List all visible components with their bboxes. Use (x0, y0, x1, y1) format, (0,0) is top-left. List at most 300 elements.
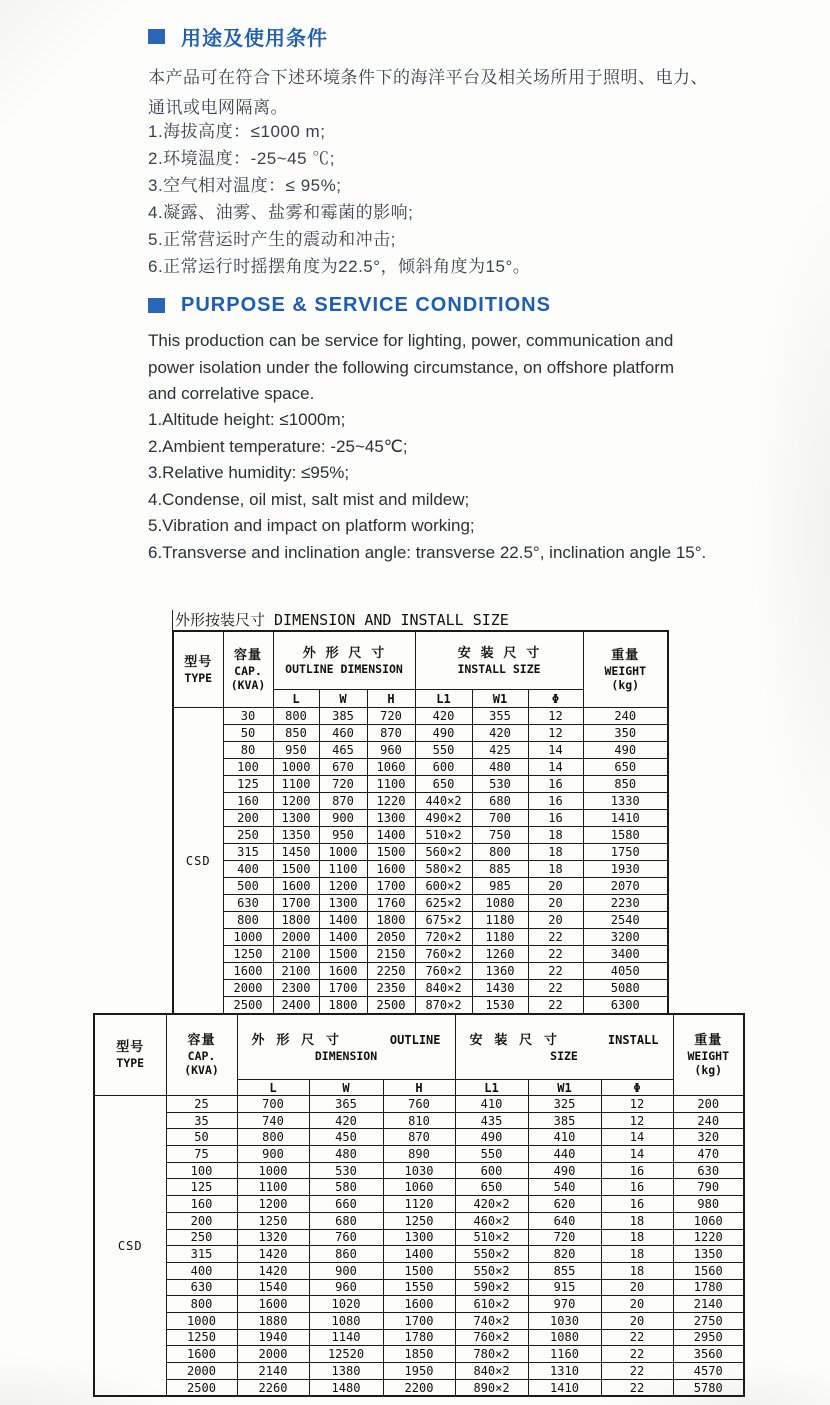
cell: 840×2 (455, 1363, 528, 1380)
table-row (94, 1379, 744, 1396)
cell: 420 (415, 708, 472, 725)
cell: 2100 (273, 946, 319, 963)
table-row (173, 793, 668, 810)
cell: 125 (166, 1179, 237, 1196)
cell: 1320 (237, 1229, 309, 1246)
cell: 850 (273, 725, 319, 742)
dimension-table-1 (172, 630, 669, 1015)
col-header-outline: 外 形 尺 寸 OUTLINE DIMENSION (273, 631, 415, 690)
table-row (173, 980, 668, 997)
type-cell: CSD (94, 1096, 166, 1397)
cell: 25 (166, 1096, 237, 1113)
cell: 355 (472, 708, 528, 725)
cell: 385 (528, 1112, 601, 1129)
cell: 1180 (472, 912, 528, 929)
col-header-install: 安 装 尺 寸 INSTALL SIZE (455, 1014, 673, 1080)
cell: 490 (415, 725, 472, 742)
cell: 1310 (528, 1363, 601, 1380)
cell: 1200 (237, 1196, 309, 1213)
cell: 1020 (309, 1296, 383, 1313)
subcol-phi: Φ (601, 1080, 673, 1096)
cell: 500 (223, 878, 273, 895)
cell: 1780 (383, 1329, 455, 1346)
cell: 1600 (166, 1346, 237, 1363)
cell: 1850 (383, 1346, 455, 1363)
cell: 1060 (383, 1179, 455, 1196)
cell: 800 (237, 1129, 309, 1146)
cell: 1700 (383, 1312, 455, 1329)
cell: 20 (601, 1296, 673, 1313)
cell: 325 (528, 1096, 601, 1113)
cell: 1120 (383, 1196, 455, 1213)
cell: 600 (455, 1162, 528, 1179)
cell: 75 (166, 1146, 237, 1163)
cell: 610×2 (455, 1296, 528, 1313)
cell: 2950 (673, 1329, 744, 1346)
table-row (94, 1329, 744, 1346)
intro-line: and correlative space. (148, 384, 315, 403)
cell: 22 (601, 1363, 673, 1380)
cell: 20 (601, 1312, 673, 1329)
cell: 1930 (583, 861, 668, 878)
cell: 800 (273, 708, 319, 725)
cell: 1410 (528, 1379, 601, 1396)
cell: 160 (166, 1196, 237, 1213)
table-row (173, 861, 668, 878)
cell: 1030 (383, 1162, 455, 1179)
cell: 840×2 (415, 980, 472, 997)
cell: 1950 (383, 1363, 455, 1380)
cell: 1300 (383, 1229, 455, 1246)
cn-heading-text: 用途及使用条件 (181, 28, 328, 50)
intro-line: power isolation under the following circumstance, on offshore platform (148, 357, 675, 377)
cell: 590×2 (455, 1279, 528, 1296)
cell: 12 (601, 1112, 673, 1129)
cell: 350 (583, 725, 668, 742)
table-row (94, 1179, 744, 1196)
list-item: 5.Vibration and impact on platform working; (148, 516, 475, 536)
cell: 1530 (472, 997, 528, 1015)
cell: 410 (455, 1096, 528, 1113)
cell: 1080 (472, 895, 528, 912)
cn-section-heading (148, 22, 328, 51)
list-item: 6.正常运行时摇摆角度为22.5°，倾斜角度为15°。 (148, 257, 531, 276)
cell: 2070 (583, 878, 668, 895)
cell: 16 (601, 1179, 673, 1196)
cell: 1400 (367, 827, 415, 844)
cell: 1420 (237, 1262, 309, 1279)
cell: 440 (528, 1146, 601, 1163)
cell: 660 (309, 1196, 383, 1213)
cell: 760×2 (415, 963, 472, 980)
cell: 1500 (319, 946, 367, 963)
cell: 460 (319, 725, 367, 742)
cell: 1760 (367, 895, 415, 912)
cell: 16 (528, 793, 583, 810)
cell: 1500 (367, 844, 415, 861)
cell: 100 (223, 759, 273, 776)
table-row (173, 742, 668, 759)
subcol-W1: W1 (528, 1080, 601, 1096)
table-row (94, 1196, 744, 1213)
cell: 870 (367, 725, 415, 742)
cell: 425 (472, 742, 528, 759)
cell: 22 (528, 997, 583, 1015)
subcol-W: W (319, 690, 367, 708)
cell: 16 (528, 810, 583, 827)
cell: 470 (673, 1146, 744, 1163)
cell: 1250 (166, 1329, 237, 1346)
cell: 80 (223, 742, 273, 759)
cell: 650 (415, 776, 472, 793)
cell: 1000 (166, 1312, 237, 1329)
table-row (173, 725, 668, 742)
cell: 720 (319, 776, 367, 793)
cell: 1300 (273, 810, 319, 827)
cell: 2750 (673, 1312, 744, 1329)
cell: 1300 (367, 810, 415, 827)
table-row (94, 1146, 744, 1163)
cell: 870 (319, 793, 367, 810)
cell: 650 (583, 759, 668, 776)
cell: 1780 (673, 1279, 744, 1296)
cell: 1450 (273, 844, 319, 861)
cell: 1800 (273, 912, 319, 929)
cell: 4570 (673, 1363, 744, 1380)
intro-line: This production can be service for lighting, power, communication and (148, 331, 674, 350)
cell: 18 (528, 827, 583, 844)
table-row (173, 895, 668, 912)
cell: 490 (583, 742, 668, 759)
cell: 22 (601, 1346, 673, 1363)
cell: 800 (472, 844, 528, 861)
table-row (94, 1346, 744, 1363)
cell: 1000 (237, 1162, 309, 1179)
cell: 490 (528, 1162, 601, 1179)
cell: 2230 (583, 895, 668, 912)
section-bullet-icon (148, 29, 165, 44)
cell: 2300 (273, 980, 319, 997)
cell: 1580 (583, 827, 668, 844)
cell: 18 (528, 861, 583, 878)
cell: 1600 (367, 861, 415, 878)
cell: 200 (166, 1212, 237, 1229)
cell: 5080 (583, 980, 668, 997)
en-heading-text: PURPOSE & SERVICE CONDITIONS (181, 294, 551, 316)
cell: 1500 (273, 861, 319, 878)
cell: 2200 (383, 1379, 455, 1396)
cell: 950 (319, 827, 367, 844)
cell: 630 (166, 1279, 237, 1296)
cell: 1350 (273, 827, 319, 844)
cell: 1000 (223, 929, 273, 946)
cell: 1100 (367, 776, 415, 793)
cell: 490 (455, 1129, 528, 1146)
cell: 510×2 (415, 827, 472, 844)
cell: 490×2 (415, 810, 472, 827)
cell: 20 (528, 912, 583, 929)
intro-line: 本产品可在符合下述环境条件下的海洋平台及相关场所用于照明、电力、 (148, 68, 708, 87)
cell: 720×2 (415, 929, 472, 946)
cell: 915 (528, 1279, 601, 1296)
cell: 630 (673, 1162, 744, 1179)
table-row (94, 1246, 744, 1263)
cell: 50 (166, 1129, 237, 1146)
cell: 30 (223, 708, 273, 725)
cell: 810 (383, 1112, 455, 1129)
cell: 200 (673, 1096, 744, 1113)
table-row (173, 878, 668, 895)
cell: 1800 (367, 912, 415, 929)
cell: 1420 (237, 1246, 309, 1263)
cell: 1260 (472, 946, 528, 963)
cell: 1940 (237, 1329, 309, 1346)
cell: 12520 (309, 1346, 383, 1363)
cell: 240 (673, 1112, 744, 1129)
cell: 1700 (319, 980, 367, 997)
cell: 900 (319, 810, 367, 827)
cell: 240 (583, 708, 668, 725)
cell: 1060 (367, 759, 415, 776)
cell: 2260 (237, 1379, 309, 1396)
cell: 510×2 (455, 1229, 528, 1246)
cell: 870 (383, 1129, 455, 1146)
cell: 870×2 (415, 997, 472, 1015)
cell: 720 (367, 708, 415, 725)
cell: 1060 (673, 1212, 744, 1229)
cell: 1560 (673, 1262, 744, 1279)
cell: 890 (383, 1146, 455, 1163)
cell: 1750 (583, 844, 668, 861)
cell: 675×2 (415, 912, 472, 929)
cell: 1080 (528, 1329, 601, 1346)
cell: 890×2 (455, 1379, 528, 1396)
cell: 1400 (383, 1246, 455, 1263)
cell: 850 (583, 776, 668, 793)
col-header-type: 型号 TYPE (173, 631, 223, 708)
cell: 560×2 (415, 844, 472, 861)
cell: 385 (319, 708, 367, 725)
cell: 960 (309, 1279, 383, 1296)
cell: 1250 (237, 1212, 309, 1229)
cell: 980 (673, 1196, 744, 1213)
cell: 740×2 (455, 1312, 528, 1329)
list-item: 2.Ambient temperature: -25~45℃; (148, 436, 408, 456)
cell: 22 (528, 980, 583, 997)
cell: 2500 (223, 997, 273, 1015)
cell: 2400 (273, 997, 319, 1015)
cell: 12 (528, 725, 583, 742)
cell: 2500 (367, 997, 415, 1015)
cell: 12 (528, 708, 583, 725)
cell: 20 (528, 878, 583, 895)
cell: 1300 (319, 895, 367, 912)
col-header-capacity: 容量 CAP. (KVA) (223, 631, 273, 708)
cell: 5780 (673, 1379, 744, 1396)
cell: 790 (673, 1179, 744, 1196)
cell: 18 (601, 1262, 673, 1279)
cell: 1400 (319, 912, 367, 929)
cell: 2500 (166, 1379, 237, 1396)
cell: 315 (166, 1246, 237, 1263)
table-row (94, 1129, 744, 1146)
list-item: 4.Condense, oil mist, salt mist and mildew; (148, 489, 470, 509)
table-row (173, 912, 668, 929)
cell: 530 (472, 776, 528, 793)
cell: 1700 (367, 878, 415, 895)
cell: 160 (223, 793, 273, 810)
cell: 625×2 (415, 895, 472, 912)
cell: 1410 (583, 810, 668, 827)
col-header-weight: 重量 WEIGHT (kg) (583, 631, 668, 708)
cell: 3400 (583, 946, 668, 963)
table-row (94, 1229, 744, 1246)
cell: 4050 (583, 963, 668, 980)
table-row (94, 1363, 744, 1380)
cell: 720 (528, 1229, 601, 1246)
table-row (94, 1096, 744, 1113)
col-header-weight: 重量 WEIGHT (kg) (673, 1014, 744, 1096)
cell: 1600 (223, 963, 273, 980)
cell: 670 (319, 759, 367, 776)
cell: 1220 (673, 1229, 744, 1246)
cell: 1360 (472, 963, 528, 980)
cell: 480 (309, 1146, 383, 1163)
cell: 800 (223, 912, 273, 929)
cell: 1480 (309, 1379, 383, 1396)
cell: 2000 (166, 1363, 237, 1380)
cell: 885 (472, 861, 528, 878)
cell: 1030 (528, 1312, 601, 1329)
table-title: 外形按装尺寸 DIMENSION AND INSTALL SIZE (172, 610, 669, 630)
cell: 620 (528, 1196, 601, 1213)
intro-line: 通讯或电网隔离。 (148, 98, 288, 117)
cell: 22 (528, 929, 583, 946)
cell: 1600 (237, 1296, 309, 1313)
cell: 16 (601, 1162, 673, 1179)
cell: 18 (601, 1212, 673, 1229)
cell: 600 (415, 759, 472, 776)
cell: 465 (319, 742, 367, 759)
cell: 18 (601, 1246, 673, 1263)
cell: 860 (309, 1246, 383, 1263)
cell: 1200 (273, 793, 319, 810)
cell: 2000 (273, 929, 319, 946)
cell: 1500 (383, 1262, 455, 1279)
subcol-W: W (309, 1080, 383, 1096)
cell: 1180 (472, 929, 528, 946)
cell: 450 (309, 1129, 383, 1146)
table-row (173, 827, 668, 844)
table-row (173, 708, 668, 725)
cell: 480 (472, 759, 528, 776)
cell: 1220 (367, 793, 415, 810)
cell: 1800 (319, 997, 367, 1015)
table-row (173, 810, 668, 827)
cell: 2140 (673, 1296, 744, 1313)
cell: 630 (223, 895, 273, 912)
col-header-install: 安 装 尺 寸 INSTALL SIZE (415, 631, 583, 690)
subcol-L: L (237, 1080, 309, 1096)
cell: 18 (528, 844, 583, 861)
cell: 2150 (367, 946, 415, 963)
cell: 1350 (673, 1246, 744, 1263)
cell: 22 (601, 1329, 673, 1346)
subcol-W1: W1 (472, 690, 528, 708)
subcol-L1: L1 (415, 690, 472, 708)
cell: 1550 (383, 1279, 455, 1296)
cell: 315 (223, 844, 273, 861)
cell: 750 (472, 827, 528, 844)
cell: 820 (528, 1246, 601, 1263)
cell: 2000 (237, 1346, 309, 1363)
cell: 580×2 (415, 861, 472, 878)
cell: 760 (383, 1096, 455, 1113)
col-header-outline: 外 形 尺 寸 OUTLINE DIMENSION (237, 1014, 455, 1080)
cell: 600×2 (415, 878, 472, 895)
en-intro (148, 328, 674, 408)
cell: 1200 (319, 878, 367, 895)
cell: 640 (528, 1212, 601, 1229)
cell: 760×2 (415, 946, 472, 963)
cell: 680 (309, 1212, 383, 1229)
cell: 780×2 (455, 1346, 528, 1363)
cell: 985 (472, 878, 528, 895)
cell: 550×2 (455, 1262, 528, 1279)
cell: 550 (415, 742, 472, 759)
cell: 550×2 (455, 1246, 528, 1263)
cell: 400 (223, 861, 273, 878)
subcol-phi: Φ (528, 690, 583, 708)
list-item: 4.凝露、油雾、盐雾和霉菌的影响; (148, 203, 414, 222)
en-section-heading (148, 294, 551, 317)
table-row (94, 1212, 744, 1229)
cell: 435 (455, 1112, 528, 1129)
cell: 1330 (583, 793, 668, 810)
cell: 680 (472, 793, 528, 810)
subcol-L1: L1 (455, 1080, 528, 1096)
cell: 200 (223, 810, 273, 827)
dimension-table-2-wrap (93, 1013, 745, 1397)
table-row (173, 946, 668, 963)
list-item: 5.正常营运时产生的震动和冲击; (148, 230, 396, 249)
cell: 50 (223, 725, 273, 742)
cell: 900 (309, 1262, 383, 1279)
cell: 2250 (367, 963, 415, 980)
cell: 2540 (583, 912, 668, 929)
cell: 20 (601, 1279, 673, 1296)
cell: 2350 (367, 980, 415, 997)
cell: 6300 (583, 997, 668, 1015)
cell: 1080 (309, 1312, 383, 1329)
subcol-L: L (273, 690, 319, 708)
cell: 18 (601, 1229, 673, 1246)
cell: 1600 (383, 1296, 455, 1313)
cell: 1100 (319, 861, 367, 878)
cell: 700 (472, 810, 528, 827)
list-item: 1.Altitude height: ≤1000m; (148, 410, 346, 429)
cell: 2100 (273, 963, 319, 980)
cell: 1400 (319, 929, 367, 946)
cell: 1250 (223, 946, 273, 963)
cell: 1430 (472, 980, 528, 997)
cell: 16 (528, 776, 583, 793)
cell: 950 (273, 742, 319, 759)
cell: 1700 (273, 895, 319, 912)
table-row (173, 963, 668, 980)
list-item: 6.Transverse and inclination angle: transverse 22.5°, inclination angle 15°. (148, 542, 707, 562)
cn-condition-list (148, 118, 530, 280)
